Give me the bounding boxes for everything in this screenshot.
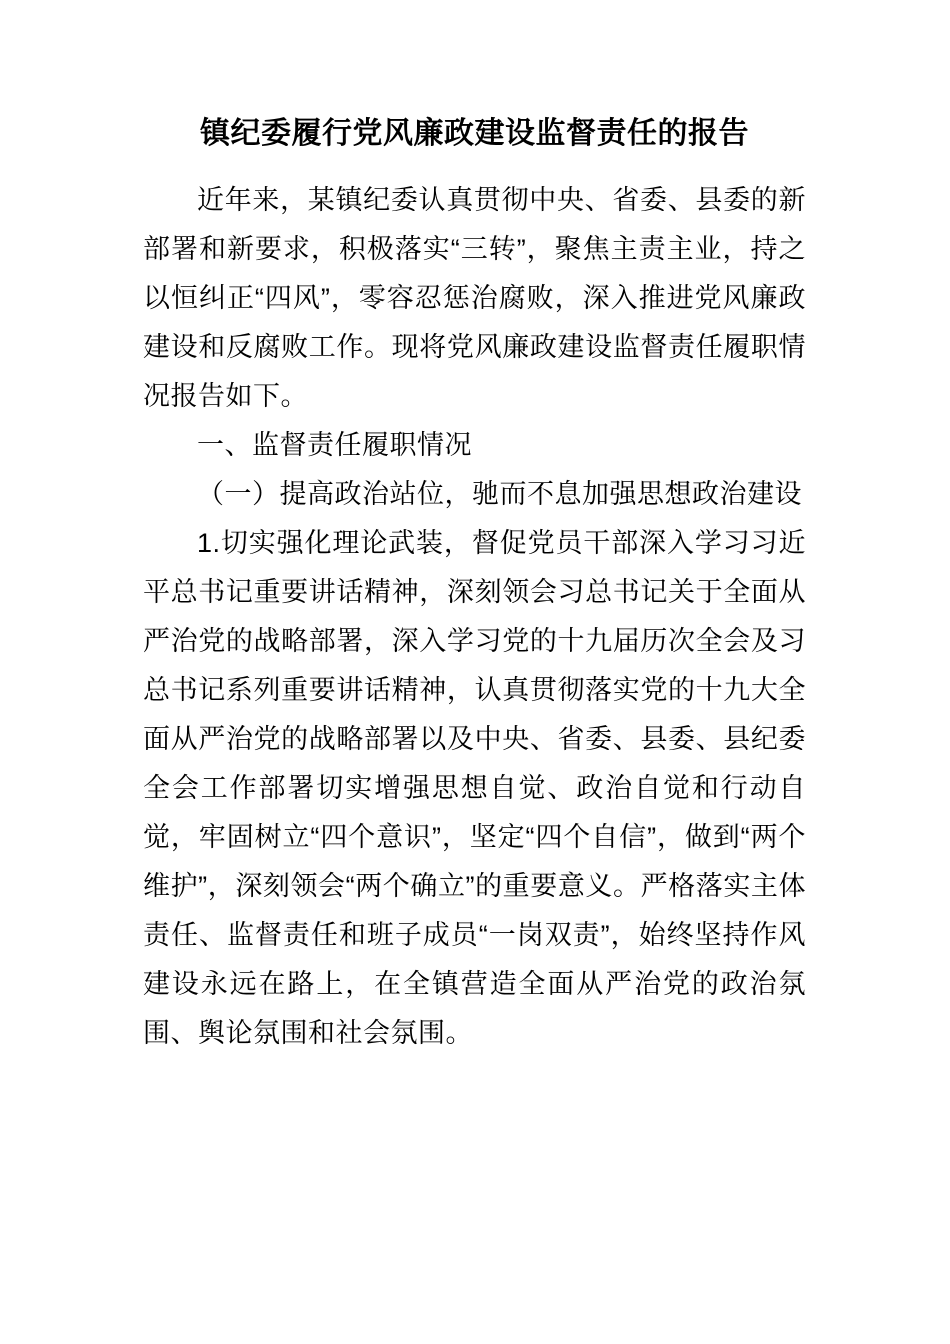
document-body xyxy=(143,176,806,1058)
body-paragraph: 1.切实强化理论武装，督促党员干部深入学习习近平总书记重要讲话精神，深刻领会习总书记关于全面从严治党的战略部署，深入学习党的十九届历次全会及习总书记系列重要讲话精神，认真贯彻落实党的十九大全面从严治党的战略部署以及中央、省委、县委、县纪委全会工作部署切实增强思想自觉、政治自觉和行动自觉，牢固树立“四个意识”，坚定“四个自信”，做到“两个维护”，深刻领会“两个确立”的重要意义。严格落实主体责任、监督责任和班子成员“一岗双责”，始终坚持作风建设永远在路上，在全镇营造全面从严治党的政治氛围、舆论氛围和社会氛围。 xyxy=(143,528,806,1048)
subsection-heading: （一）提高政治站位，驰而不息加强思想政治建设 xyxy=(197,479,802,509)
section-heading: 一、监督责任履职情况 xyxy=(197,430,472,460)
document-title: 镇纪委履行党风廉政建设监督责任的报告 xyxy=(200,117,749,150)
body-paragraph: 近年来，某镇纪委认真贯彻中央、省委、县委的新部署和新要求，积极落实“三转”，聚焦主责主业，持之以恒纠正“四风”，零容忍惩治腐败，深入推进党风廉政建设和反腐败工作。现将党风廉政建设监督责任履职情况报告如下。 xyxy=(143,185,806,411)
